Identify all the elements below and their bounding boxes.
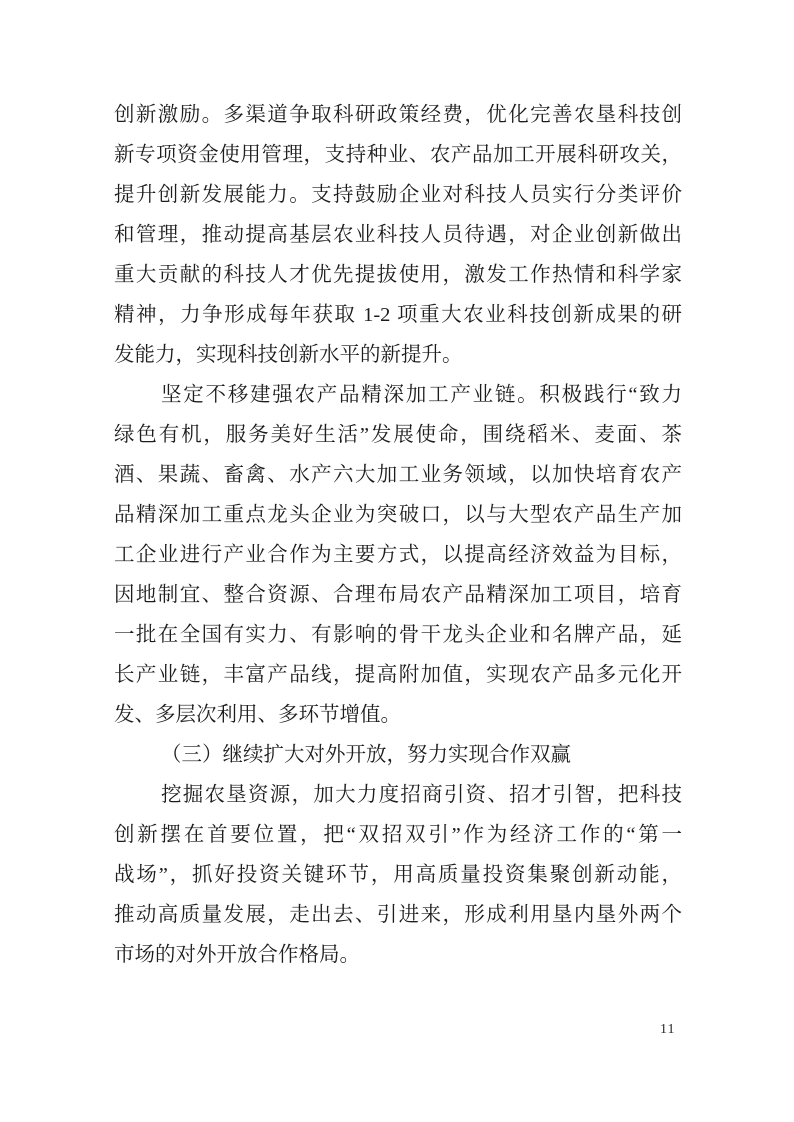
text-line: 挖掘农垦资源，加大力度招商引资、招才引智，把科技 [161,784,682,806]
section-heading-line: （三）继续扩大对外开放，努力实现合作双赢 [161,744,571,766]
text-line: 和管理，推动提高基层农业科技人员待遇，对企业创新做出 [114,224,682,246]
text-line: 战场”，抓好投资关键环节，用高质量投资集聚创新动能， [114,864,682,886]
text-line: 发、多层次利用、多环节增值。 [114,704,401,726]
text-line: 重大贡献的科技人才优先提拔使用，激发工作热情和科学家 [114,264,682,286]
paragraph-continuation [114,95,682,375]
text-line: 酒、果蔬、畜禽、水产六大加工业务领域，以加快培育农产 [114,464,682,486]
text-line: 精神，力争形成每年获取 1-2 项重大农业科技创新成果的研 [114,304,682,326]
text-line: 一批在全国有实力、有影响的骨干龙头企业和名牌产品，延 [114,624,682,646]
text-line: 坚定不移建强农产品精深加工产业链。积极践行“致力 [161,384,682,406]
text-line: 绿色有机，服务美好生活”发展使命，围绕稻米、麦面、茶 [114,424,682,446]
page-number: 11 [660,1022,676,1037]
text-line: 长产业链，丰富产品线，提高附加值，实现农产品多元化开 [114,664,682,686]
text-line: 提升创新发展能力。支持鼓励企业对科技人员实行分类评价 [114,184,682,206]
paragraph-opening-up [114,775,682,975]
paragraph-deep-processing [114,375,682,735]
text-line: 市场的对外开放合作格局。 [114,944,360,966]
text-line: 品精深加工重点龙头企业为突破口，以与大型农产品生产加 [114,504,682,526]
text-line: 因地制宜、整合资源、合理布局农产品精深加工项目，培育 [114,584,682,606]
text-line: 工企业进行产业合作为主要方式，以提高经济效益为目标， [114,544,682,566]
text-line: 创新摆在首要位置，把“双招双引”作为经济工作的“第一 [114,824,682,846]
text-line: 新专项资金使用管理，支持种业、农产品加工开展科研攻关， [114,144,682,166]
text-line: 推动高质量发展，走出去、引进来，形成利用垦内垦外两个 [114,904,682,926]
section-heading [114,735,682,775]
text-line: 创新激励。多渠道争取科研政策经费，优化完善农垦科技创 [114,104,682,126]
text-line: 发能力，实现科技创新水平的新提升。 [114,344,463,366]
text-block [114,95,682,975]
